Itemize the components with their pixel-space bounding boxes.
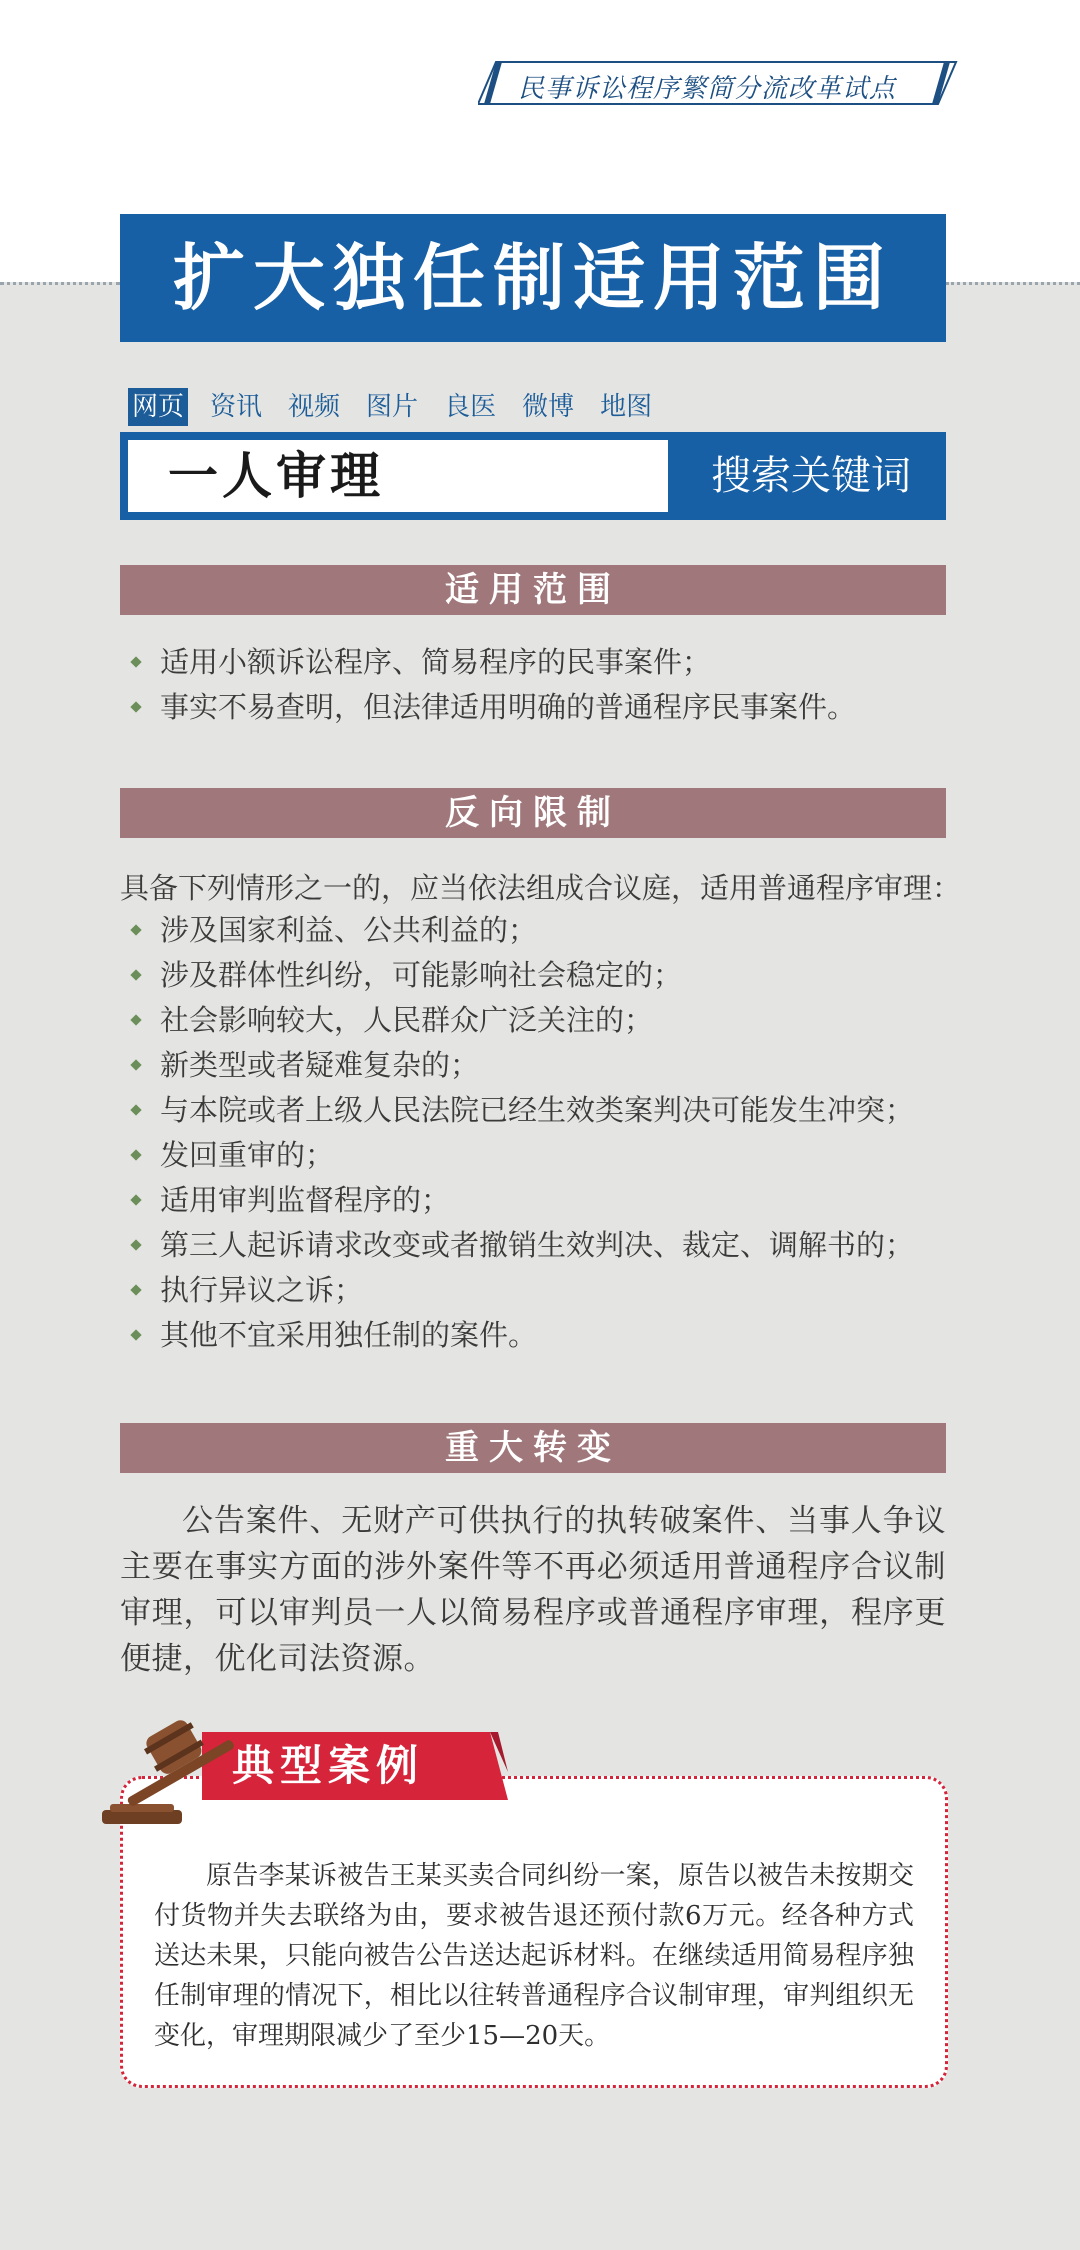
bullet-icon — [130, 924, 141, 935]
section-title-restriction: 反向限制 — [120, 788, 946, 838]
bullet-icon — [130, 1059, 141, 1070]
page-title: 扩大独任制适用范围 — [120, 214, 946, 342]
tab-video[interactable]: 视频 — [288, 392, 341, 422]
search-button[interactable]: 搜索关键词 — [711, 453, 911, 499]
search-input[interactable]: 一人审理 — [128, 440, 668, 512]
bullet-icon — [130, 701, 141, 712]
search-tabs — [128, 388, 656, 426]
tab-weibo[interactable]: 微博 — [522, 392, 575, 422]
bullet-icon — [130, 1014, 141, 1025]
bullet-icon — [130, 656, 141, 667]
tab-images[interactable]: 图片 — [366, 392, 419, 422]
bullet-icon — [130, 969, 141, 980]
list-item: 与本院或者上级人民法院已经生效类案判决可能发生冲突； — [128, 1088, 914, 1133]
restriction-intro: 具备下列情形之一的，应当依法组成合议庭，适用普通程序审理： — [120, 871, 962, 905]
list-item: 其他不宜采用独任制的案件。 — [128, 1313, 914, 1358]
tab-news[interactable]: 资讯 — [210, 392, 263, 422]
list-item: 适用小额诉讼程序、简易程序的民事案件； — [128, 640, 856, 685]
case-label: 典型案例 — [232, 1741, 425, 1790]
case-label-tag — [202, 1732, 508, 1800]
dotted-divider-right — [946, 282, 1080, 285]
top-banner-text: 民事诉讼程序繁简分流改革试点 — [518, 74, 897, 104]
list-item: 涉及群体性纠纷，可能影响社会稳定的； — [128, 953, 914, 998]
list-item: 发回重审的； — [128, 1133, 914, 1178]
scope-list — [128, 640, 856, 730]
list-item: 社会影响较大，人民群众广泛关注的； — [128, 998, 914, 1043]
bullet-icon — [130, 1194, 141, 1205]
restriction-list — [128, 908, 914, 1358]
bullet-icon — [130, 1239, 141, 1250]
list-item: 事实不易查明，但法律适用明确的普通程序民事案件。 — [128, 685, 856, 730]
case-text: 原告李某诉被告王某买卖合同纠纷一案，原告以被告未按期交付货物并失去联络为由，要求被告退还预付款6万元。经各种方式送达未果，只能向被告公告送达起诉材料。在继续适用简易程序独任制审理的情况下，相比以往转普通程序合议制审理，审判组织无变化，审理期限减少了至少15—20天。 — [154, 1861, 914, 2051]
list-item: 执行异议之诉； — [128, 1268, 914, 1313]
tab-doctor[interactable]: 良医 — [444, 392, 497, 422]
top-banner — [478, 60, 958, 106]
list-item: 第三人起诉请求改变或者撤销生效判决、裁定、调解书的； — [128, 1223, 914, 1268]
dotted-divider-left — [0, 282, 120, 285]
bullet-icon — [130, 1104, 141, 1115]
section-title-change: 重大转变 — [120, 1423, 946, 1473]
bullet-icon — [130, 1329, 141, 1340]
list-item: 新类型或者疑难复杂的； — [128, 1043, 914, 1088]
list-item: 适用审判监督程序的； — [128, 1178, 914, 1223]
bullet-icon — [130, 1149, 141, 1160]
gavel-icon — [96, 1712, 246, 1832]
bullet-icon — [130, 1284, 141, 1295]
tab-web[interactable]: 网页 — [128, 388, 188, 426]
search-bar — [120, 432, 946, 520]
list-item: 涉及国家利益、公共利益的； — [128, 908, 914, 953]
section-title-scope: 适用范围 — [120, 565, 946, 615]
tab-map[interactable]: 地图 — [600, 392, 653, 422]
change-paragraph: 公告案件、无财产可供执行的执转破案件、当事人争议主要在事实方面的涉外案件等不再必须适用普通程序合议制审理，可以审判员一人以简易程序或普通程序审理，程序更便捷，优化司法资源。 — [120, 1503, 946, 1677]
